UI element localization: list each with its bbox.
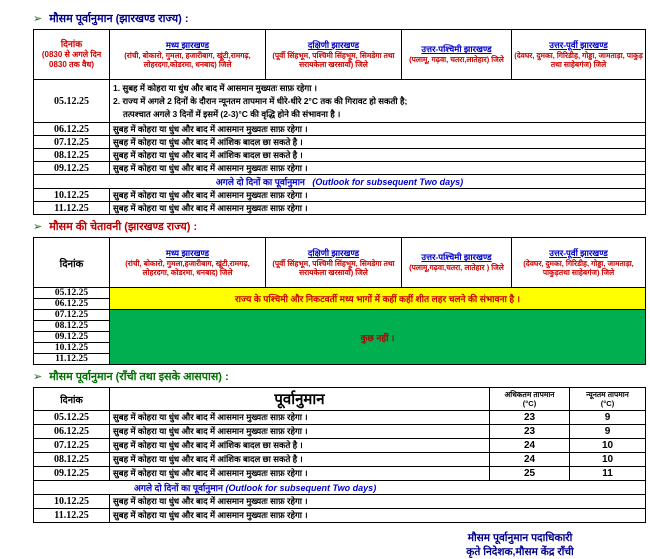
forecast-cell: सुबह में कोहरा या धुंध और बाद में आसमान मुख्यतः साफ़ रहेगा । (110, 189, 646, 202)
date-header-validity: (0830 से अगले दिन 0830 तक वैध) (41, 50, 102, 69)
date-cell: 08.12.25 (34, 453, 110, 467)
ranchi-header-row (34, 388, 646, 411)
section-weather-warning (33, 219, 645, 365)
region-name: उत्तर-पश्चिमी झारखण्ड (421, 252, 492, 263)
outlook-label (34, 175, 646, 189)
date-cell: 07.12.25 (34, 136, 110, 149)
warning-header-row (34, 238, 646, 288)
region-name: मध्य झारखण्ड (165, 247, 210, 258)
forecast-cell: सुबह में कोहरा या धुंध और बाद में आसमान मुख्यतः साफ़ रहेगा । (110, 411, 490, 425)
forecast-row (34, 202, 646, 215)
date-header-label: दिनांक (60, 39, 83, 49)
ranchi-forecast-table (33, 387, 646, 523)
date-cell: 07.12.25 (34, 310, 110, 321)
forecast-row (34, 467, 646, 481)
forecast-cell (110, 80, 646, 123)
region-name: दक्षिणी झारखण्ड (307, 39, 360, 50)
max-temp-value: 23 (490, 411, 570, 425)
section3-title-text: मौसम पूर्वानुमान (राँची तथा इसके आसपास) : (49, 371, 229, 383)
min-temp-value: 11 (570, 467, 646, 481)
state-forecast-table (33, 29, 646, 215)
signature-block (405, 531, 635, 559)
forecast-cell: सुबह में कोहरा या धुंध और बाद में आसमान मुख्यतः साफ़ रहेगा । (110, 509, 646, 523)
date-cell: 10.12.25 (34, 343, 110, 354)
arrow-bullet-icon: ➢ (33, 13, 43, 25)
region-districts: (देवघर, दुमका, गिरिडीह, गोड्डा, जामताड़ा, पाकुड़तथा साहेबगंज) जिले (523, 258, 634, 277)
forecast-row (34, 136, 646, 149)
forecast-cell: सुबह में कोहरा या धुंध और बाद में आसमान मुख्यतः साफ़ रहेगा । (110, 495, 646, 509)
forecast-cell: सुबह में कोहरा या धुंध और बाद में आसमान मुख्यतः साफ़ रहेगा । (110, 123, 646, 136)
date-cell: 09.12.25 (34, 467, 110, 481)
warning-row (34, 288, 646, 299)
section2-title (33, 219, 645, 234)
date-cell: 11.12.25 (34, 202, 110, 215)
region-name: उत्तर-पूर्वी झारखण्ड (549, 247, 608, 258)
outlook-label (34, 481, 646, 495)
date-cell: 06.12.25 (34, 425, 110, 439)
forecast-cell: सुबह में कोहरा या धुंध और बाद में आंशिक बादल छा सकते है । (110, 149, 646, 162)
forecast-row (34, 80, 646, 123)
region-header-southern (266, 238, 402, 288)
date-column-header: दिनांक (34, 388, 110, 411)
max-temp-value: 24 (490, 439, 570, 453)
outlook-separator-row (34, 481, 646, 495)
date-cell: 06.12.25 (34, 299, 110, 310)
forecast-row (34, 149, 646, 162)
min-temp-column-header (570, 388, 646, 411)
max-temp-value: 25 (490, 467, 570, 481)
min-temp-value: 9 (570, 411, 646, 425)
forecast-row (34, 425, 646, 439)
region-name: मध्य झारखण्ड (165, 39, 210, 50)
region-header-northeast (512, 30, 646, 80)
section1-title-text: मौसम पूर्वानुमान (झारखण्ड राज्य) : (49, 13, 189, 25)
cold-wave-warning-cell: राज्य के पश्चिमी और निकटवर्ती मध्य भागों में कहीं कहीं शीत लहर चलने की संभावना है । (110, 288, 646, 310)
date-cell: 11.12.25 (34, 354, 110, 365)
signature-line-2: कृते निदेशक,मौसम केंद्र राँची (466, 546, 574, 558)
forecast-row (34, 411, 646, 425)
date-cell: 09.12.25 (34, 162, 110, 175)
outlook-english: (Outlook for subsequent Two days) (312, 177, 464, 187)
region-districts: (रांची, बोकारो, गुमला, हजारीबाग, खूंटी,रामगढ़, लोहरदगा,कोडरमा, धनबाद) जिले (124, 50, 251, 69)
date-column-header: दिनांक (34, 238, 110, 288)
signature-line-1: मौसम पूर्वानुमान पदाधिकारी (467, 532, 573, 544)
forecast-row (34, 439, 646, 453)
outlook-english: (Outlook for subsequent Two days) (225, 483, 377, 493)
forecast-cell: सुबह में कोहरा या धुंध और बाद में आंशिक बादल छा सकते है । (110, 136, 646, 149)
forecast-column-header: पूर्वानुमान (110, 388, 490, 411)
forecast-cell: सुबह में कोहरा या धुंध और बाद में आंशिक बादल छा सकते है । (110, 439, 490, 453)
no-warning-cell: कुछ नहीं । (110, 310, 646, 365)
min-temp-value: 10 (570, 453, 646, 467)
section2-title-text: मौसम की चेतावनी (झारखण्ड राज्य) : (49, 221, 198, 233)
outlook-separator-row (34, 175, 646, 189)
max-temp-label: अधिकतम तापमान (504, 390, 555, 399)
region-name: उत्तर-पश्चिमी झारखण्ड (421, 44, 492, 55)
max-temp-value: 24 (490, 453, 570, 467)
region-header-southern (266, 30, 402, 80)
outlook-hindi: अगले दो दिनों का पूर्वानुमान (134, 483, 223, 493)
forecast-cell: सुबह में कोहरा या धुंध और बाद में आसमान मुख्यतः साफ़ रहेगा । (110, 202, 646, 215)
section3-title (33, 369, 645, 384)
arrow-bullet-icon: ➢ (33, 221, 43, 233)
min-temp-label: न्यूनतम तापमान (586, 390, 629, 399)
region-header-central (110, 30, 266, 80)
region-districts: (रांची, बोकारो, गुमला,हजारीबाग, खूंटी,रामगढ़, लोहरदगा, कोडरमा, धनबाद) जिले (125, 258, 250, 277)
region-header-northeast (512, 238, 646, 288)
date-cell: 09.12.25 (34, 332, 110, 343)
region-districts: (पलामू,गढ़वा,चतरा, लातेहार ) जिले (409, 263, 504, 273)
forecast-cell: सुबह में कोहरा या धुंध और बाद में आसमान मुख्यतः साफ़ रहेगा । (110, 162, 646, 175)
forecast-line-3: तत्पश्चात अगले 3 दिनों में इसमें (2-3)°C की वृद्धि होने की संभावना है । (123, 108, 341, 119)
forecast-row (34, 509, 646, 523)
region-header-northwest (402, 238, 512, 288)
date-cell: 06.12.25 (34, 123, 110, 136)
region-districts: (देवघर, दुमका, गिरिडीह, गोड्डा, जामताड़ा, पाकुड़ तथा साहेबगंज) जिले (514, 50, 643, 69)
forecast-line-2: 2. राज्य में अगले 2 दिनों के दौरान न्यूनतम तापमान में धीरे-धीरे 2°C तक की गिरावट हो सकती है; (113, 95, 408, 106)
region-header-northwest (402, 30, 512, 80)
date-cell: 10.12.25 (34, 189, 110, 202)
date-cell: 05.12.25 (34, 80, 110, 123)
date-cell: 05.12.25 (34, 411, 110, 425)
date-cell: 08.12.25 (34, 149, 110, 162)
warning-row (34, 310, 646, 321)
region-districts: (पूर्वी सिंहभूम, पश्चिमी सिंहभूम, सिमडेगा तथा सरायकेला खरसावाँ) जिले (272, 258, 395, 277)
forecast-row (34, 189, 646, 202)
max-temp-unit: (°C) (522, 399, 537, 408)
state-forecast-header-row (34, 30, 646, 80)
outlook-hindi: अगले दो दिनों का पूर्वानुमान (215, 177, 305, 187)
forecast-row (34, 123, 646, 136)
region-name: दक्षिणी झारखण्ड (307, 247, 360, 258)
date-cell: 07.12.25 (34, 439, 110, 453)
forecast-cell: सुबह में कोहरा या धुंध और बाद में आसमान मुख्यतः साफ़ रहेगा । (110, 467, 490, 481)
forecast-row (34, 162, 646, 175)
section-state-forecast (33, 11, 645, 215)
date-cell: 05.12.25 (34, 288, 110, 299)
forecast-row (34, 453, 646, 467)
date-cell: 10.12.25 (34, 495, 110, 509)
warning-table (33, 237, 646, 365)
forecast-cell: सुबह में कोहरा या धुंध और बाद में आसमान मुख्यतः साफ़ रहेगा । (110, 425, 490, 439)
forecast-row (34, 495, 646, 509)
arrow-bullet-icon: ➢ (33, 371, 43, 383)
max-temp-column-header (490, 388, 570, 411)
date-column-header (34, 30, 110, 80)
date-cell: 08.12.25 (34, 321, 110, 332)
region-header-central (110, 238, 266, 288)
min-temp-value: 9 (570, 425, 646, 439)
section-ranchi-forecast (33, 369, 645, 523)
region-districts: (पलामू, गढ़वा, चतरा,लातेहार) जिले (409, 55, 504, 65)
min-temp-value: 10 (570, 439, 646, 453)
min-temp-unit: (°C) (600, 399, 615, 408)
region-districts: (पूर्वी सिंहभूम, पश्चिमी सिंहभूम, सिमडेगा तथा सरायकेला खरसावाँ) जिले (272, 50, 395, 69)
forecast-cell: सुबह में कोहरा या धुंध और बाद में आंशिक बादल छा सकते है । (110, 453, 490, 467)
forecast-line-1: 1. सुबह में कोहरा या धुंध और बाद में आसमान मुख्यतः साफ़ रहेगा । (113, 82, 318, 93)
date-cell: 11.12.25 (34, 509, 110, 523)
region-name: उत्तर-पूर्वी झारखण्ड (549, 39, 608, 50)
section1-title (33, 11, 645, 26)
max-temp-value: 23 (490, 425, 570, 439)
